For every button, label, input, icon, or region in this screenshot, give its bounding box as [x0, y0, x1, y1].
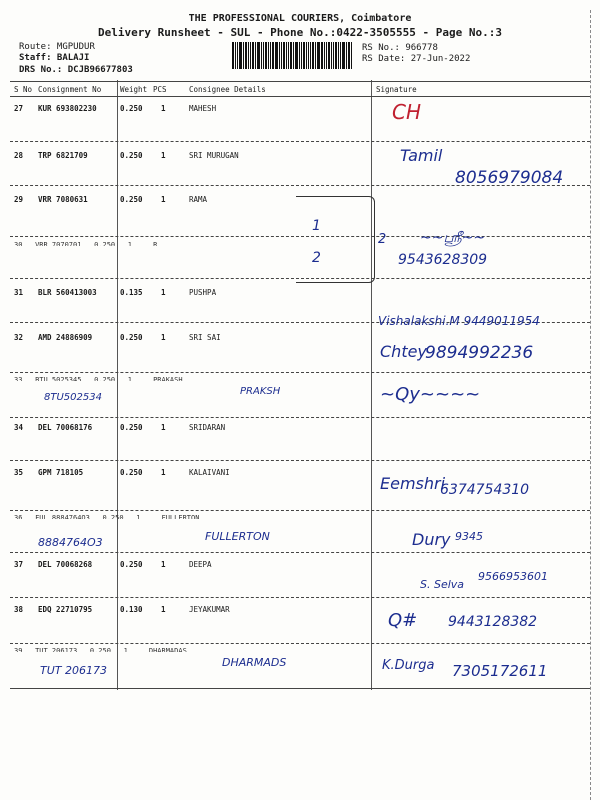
barcode-bar [245, 42, 247, 69]
row-consignee: KALAIVANI [189, 468, 230, 477]
signature: Chtey [380, 342, 427, 361]
signature-phone: 9543628309 [398, 252, 488, 268]
signature-phone: 9345 [455, 530, 483, 543]
runsheet-subtitle: Delivery Runsheet - SUL - Phone No.:0422-3505555 - Page No.:3 [98, 26, 502, 39]
page-edge-line [590, 10, 591, 800]
barcode-bar [342, 42, 345, 69]
handwritten-name: DHARMADS [222, 656, 287, 669]
barcode-bar [237, 42, 238, 69]
company-title: THE PROFESSIONAL COURIERS, Coimbatore [188, 13, 412, 24]
row-consignment: DEL 70068268 [38, 560, 93, 569]
barcode-bar [348, 42, 350, 69]
barcode-bar [346, 42, 347, 69]
row-consignee: JEYAKUMAR [189, 605, 230, 614]
cut-row: 36 FUL 8884764O3 0.250 1 FULLERTON [14, 514, 200, 519]
row-consignment: BLR 560413003 [38, 288, 97, 297]
signature: ~Qy~~~~ [380, 384, 481, 405]
barcode-bar [263, 42, 264, 69]
handwritten-consignment: 8TU502534 [44, 392, 102, 403]
row-weight: 0.250 [120, 333, 143, 342]
barcode [232, 42, 352, 69]
cut-row: 33 BTU 5025345 0.250 1 PRAKASH [14, 376, 183, 381]
barcode-bar [303, 42, 305, 69]
row-divider [10, 372, 590, 373]
row-consignee: SRI SAI [189, 333, 221, 342]
signature-phone: 8056979084 [455, 168, 564, 188]
signature: Vishalakshi.M 9449011954 [378, 314, 540, 328]
col-sno: S No [14, 85, 33, 94]
handwritten-mark: 2 [378, 232, 387, 247]
barcode-bar [252, 42, 254, 69]
barcode-bar [306, 42, 307, 69]
signature-phone: 9894992236 [425, 343, 534, 363]
barcode-bar [335, 42, 337, 69]
signature-phone: 9566953601 [478, 570, 548, 583]
row-weight: 0.250 [120, 195, 143, 204]
row-pcs: 1 [161, 423, 166, 432]
barcode-bar [286, 42, 287, 69]
barcode-bar [312, 42, 314, 69]
row-sno: 38 [14, 605, 24, 614]
barcode-bar [275, 42, 278, 69]
column-divider [117, 80, 118, 690]
row-divider [10, 510, 590, 511]
row-consignment: VRR 7080631 [38, 195, 88, 204]
row-sno: 27 [14, 104, 24, 113]
barcode-bar [326, 42, 327, 69]
row-pcs: 1 [161, 333, 166, 342]
barcode-bar [340, 42, 341, 69]
row-consignee: MAHESH [189, 104, 217, 113]
barcode-bar [283, 42, 285, 69]
row-sno: 32 [14, 333, 24, 342]
row-sno: 29 [14, 195, 24, 204]
row-sno: 35 [14, 468, 24, 477]
row-pcs: 1 [161, 468, 166, 477]
barcode-bar [248, 42, 249, 69]
row-consignment: TRP 6821709 [38, 151, 88, 160]
staff-label: Staff: BALAJI [19, 53, 90, 63]
signature: Eemshri [380, 474, 446, 493]
row-divider [10, 643, 590, 644]
barcode-bar [250, 42, 251, 69]
barcode-bar [243, 42, 244, 69]
col-signature: Signature [376, 85, 417, 94]
barcode-bar [293, 42, 294, 69]
barcode-bar [239, 42, 242, 69]
row-consignment: DEL 70068176 [38, 423, 93, 432]
header-bottom-rule [10, 96, 590, 97]
route-label: Route: MGPUDUR [19, 42, 95, 52]
handwritten-consignment: 8884764O3 [38, 536, 103, 549]
barcode-bar [299, 42, 300, 69]
row-pcs: 1 [161, 104, 166, 113]
row-weight: 0.250 [120, 468, 143, 477]
col-weight: Weight [120, 85, 148, 94]
row-sno: 28 [14, 151, 24, 160]
row-consignment: KUR 693802230 [38, 104, 97, 113]
barcode-bar [317, 42, 320, 69]
barcode-bar [295, 42, 298, 69]
barcode-bar [324, 42, 325, 69]
row-pcs: 1 [161, 195, 166, 204]
barcode-bar [308, 42, 309, 69]
signature: Q# [388, 610, 418, 631]
row-sno: 34 [14, 423, 24, 432]
barcode-bar [281, 42, 282, 69]
cut-row: 30 VRR 7070701 0.250 1 R [14, 241, 158, 246]
header-top-rule [10, 81, 590, 82]
barcode-bar [288, 42, 289, 69]
col-pcs: PCS [153, 85, 167, 94]
signature: K.Durga [382, 658, 435, 673]
row-weight: 0.130 [120, 605, 143, 614]
signature-phone: 6374754310 [440, 482, 530, 498]
barcode-bar [315, 42, 316, 69]
row-consignee: SRIDARAN [189, 423, 226, 432]
barcode-bar [255, 42, 256, 69]
barcode-bar [235, 42, 236, 69]
row-weight: 0.250 [120, 104, 143, 113]
handwritten-box [296, 196, 375, 283]
col-consignee: Consignee Details [189, 85, 266, 94]
row-sno: 37 [14, 560, 24, 569]
row-divider [10, 597, 590, 598]
col-consignment: Consignment No [38, 85, 102, 94]
row-divider [10, 417, 590, 418]
row-consignment: EDQ 22710795 [38, 605, 93, 614]
row-consignee: RAMA [189, 195, 208, 204]
signature: S. Selva [420, 578, 465, 591]
barcode-bar [328, 42, 330, 69]
row-consignment: AMD 24886909 [38, 333, 93, 342]
row-divider [10, 552, 590, 553]
column-divider [371, 80, 372, 690]
barcode-bar [270, 42, 271, 69]
handwritten-mark: 2 [312, 250, 321, 266]
row-sno: 31 [14, 288, 24, 297]
row-pcs: 1 [161, 151, 166, 160]
handwritten-consignment: TUT 206173 [40, 664, 107, 677]
barcode-bar [321, 42, 323, 69]
handwritten-mark: 1 [312, 218, 321, 234]
barcode-bar [272, 42, 274, 69]
barcode-bar [338, 42, 339, 69]
signature: ~~ஸ்ரீ~~ [420, 230, 486, 246]
row-weight: 0.250 [120, 560, 143, 569]
row-weight: 0.250 [120, 151, 143, 160]
barcode-bar [257, 42, 260, 69]
row-pcs: 1 [161, 560, 166, 569]
signature: Dury [412, 530, 451, 549]
row-weight: 0.135 [120, 288, 143, 297]
handwritten-name: FULLERTON [205, 530, 270, 543]
barcode-bar [310, 42, 311, 69]
barcode-bar [265, 42, 267, 69]
barcode-bar [351, 42, 352, 69]
rs-date: RS Date: 27-Jun-2022 [362, 54, 471, 64]
row-divider [10, 460, 590, 461]
row-pcs: 1 [161, 288, 166, 297]
barcode-bar [268, 42, 269, 69]
signature: CH [392, 100, 422, 124]
barcode-bar [301, 42, 302, 69]
barcode-bar [261, 42, 262, 69]
row-consignee: SRI MURUGAN [189, 151, 239, 160]
drs-label: DRS No.: DCJB96677803 [19, 65, 133, 75]
barcode-bar [290, 42, 292, 69]
barcode-bar [232, 42, 234, 69]
rs-number: RS No.: 966778 [362, 43, 438, 53]
handwritten-name: PRAKSH [240, 386, 281, 397]
barcode-bar [279, 42, 280, 69]
barcode-bar [333, 42, 334, 69]
signature-phone: 7305172611 [452, 662, 548, 680]
row-consignment: GPM 718105 [38, 468, 84, 477]
cut-row: 39 TUT 206173 0.250 1 DHARMADAS [14, 647, 187, 652]
barcode-bar [331, 42, 332, 69]
signature: Tamil [400, 146, 443, 165]
row-divider [10, 141, 590, 142]
row-weight: 0.250 [120, 423, 143, 432]
row-consignee: DEEPA [189, 560, 212, 569]
row-consignee: PUSHPA [189, 288, 217, 297]
row-divider [10, 688, 590, 689]
signature-phone: 9443128382 [448, 614, 538, 630]
row-pcs: 1 [161, 605, 166, 614]
